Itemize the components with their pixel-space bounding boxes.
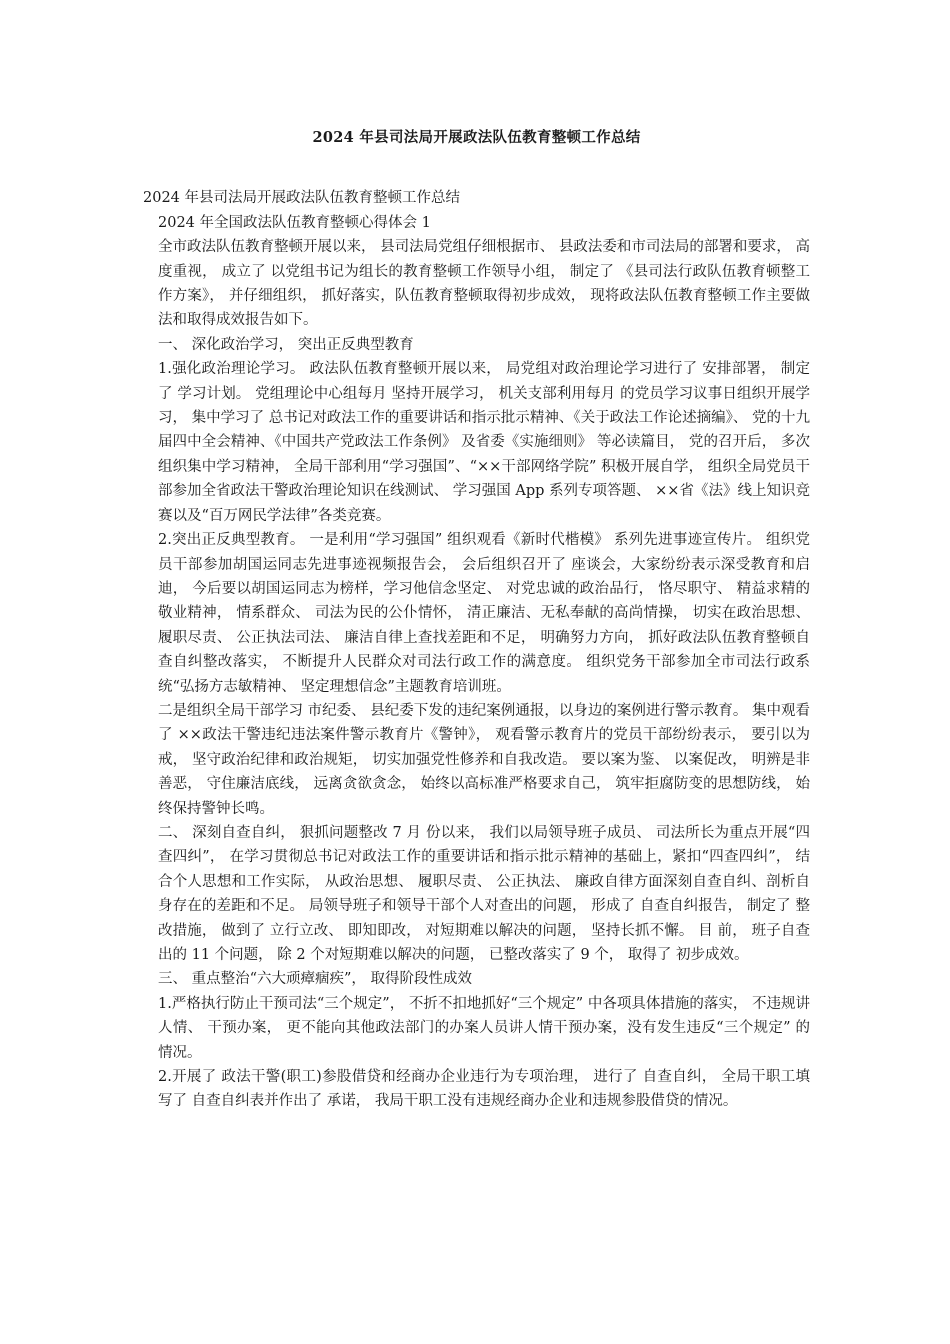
paragraph-3-1: 1.严格执行防止干预司法“三个规定”， 不折不扣地抓好“三个规定” 中各项具体措施的落实， 不违规讲人情、 干预办案， 更不能向其他政法部门的办案人员讲人情干预办案，没有发生违反“三个规定” 的情况。	[158, 995, 810, 1061]
paragraph-intro: 全市政法队伍教育整顿开展以来， 县司法局党组仔细根据市、 县政法委和市司法局的部署和要求， 高度重视， 成立了 以党组书记为组长的教育整顿工作领导小组， 制定了 《县司法行政队伍教育顿整工作方案》， 并仔细组织， 抓好落实，队伍教育整顿取得初步成效， 现将政法队伍教育整顿工作主要做法和取得成效报告如下。	[158, 239, 810, 329]
document-title: 2024 年县司法局开展政法队伍教育整顿工作总结	[312, 129, 641, 146]
paragraph-1-1: 1.强化政治理论学习。 政法队伍教育整顿开展以来， 局党组对政治理论学习进行了 安排部署， 制定了 学习计划。 党组理论中心组每月 坚持开展学习， 机关支部利用每月 的党员学习议事日组织开展学习， 集中学习了 总书记对政法工作的重要讲话和指示批示精神、《关于政法工作论述摘编》、 党的十九届四中全会精神、《中国共产党政法工作条例》 及省委《实施细则》 等必读篇目， 党的召开后， 多次组织集中学习精神， 全局干部利用“学习强国”、“××干部网络学院” 积极开展自学， 组织全局党员干部参加全省政法干警政治理论知识在线测试、 学习强国 App 系列专项答题、 ××省《法》线上知识竞赛以及“百万网民学法律”各类竞赛。	[158, 361, 810, 524]
paragraph-1-2: 2.突出正反典型教育。 一是利用“学习强国” 组织观看《新时代楷模》 系列先进事迹宣传片。 组织党员干部参加胡国运同志先进事迹视频报告会， 会后组织召开了 座谈会，大家纷纷表示深受教育和启迪， 今后要以胡国运同志为榜样，学习他信念坚定、 对党忠诚的政治品行， 恪尽职守、 精益求精的敬业精神， 情系群众、 司法为民的公仆情怀， 清正廉洁、无私奉献的高尚情操， 切实在政治思想、 履职尽责、 公正执法司法、 廉洁自律上查找差距和不足， 明确努力方向， 抓好政法队伍教育整顿自查自纠整改落实， 不断提升人民群众对司法行政工作的满意度。 组织党务干部参加全市司法行政系统“弘扬方志敏精神、 坚定理想信念”主题教育培训班。	[158, 532, 810, 695]
document-subtitle: 2024 年县司法局开展政法队伍教育整顿工作总结	[143, 190, 461, 207]
section-heading-1: 一、 深化政治学习， 突出正反典型教育	[158, 336, 414, 353]
document-subheading: 2024 年全国政法队伍教育整顿心得体会 1	[158, 214, 431, 231]
paragraph-1-2-b: 二是组织全局干部学习 市纪委、 县纪委下发的违纪案例通报，以身边的案例进行警示教育。 集中观看了 ××政法干警违纪违法案件警示教育片《警钟》， 观看警示教育片的党员干部纷纷表示， 要引以为戒， 坚守政治纪律和政治规矩， 切实加强党性修养和自我改造。 要以案为鉴、 以案促改， 明辨是非善恶， 守住廉洁底线， 远离贪欲贪念， 始终以高标准严格要求自己， 筑牢拒腐防变的思想防线， 始终保持警钟长鸣。	[158, 702, 810, 817]
section-2-paragraph: 二、 深刻自查自纠， 狠抓问题整改 7 月 份以来， 我们以局领导班子成员、 司法所长为重点开展“四查四纠”， 在学习贯彻总书记对政法工作的重要讲话和指示批示精神的基础上，紧扣“四查四纠”， 结合个人思想和工作实际， 从政治思想、 履职尽责、 公正执法、 廉政自律方面深刻自查自纠、剖析自身存在的差距和不足。 局领导班子和领导干部个人对查出的问题， 形成了 自查自纠报告， 制定了 整改措施， 做到了 立行立改、 即知即改， 对短期难以解决的问题， 坚持长抓不懈。 目 前， 班子自查出的 11 个问题， 除 2 个对短期难以解决的问题， 已整改落实了 9 个， 取得了 初步成效。	[158, 824, 810, 963]
paragraph-3-2: 2.开展了 政法干警(职工)参股借贷和经商办企业违行为专项治理， 进行了 自查自纠， 全局干职工填写了 自查自纠表并作出了 承诺， 我局干职工没有违规经商办企业和违规参股借贷的情况。	[158, 1069, 810, 1110]
section-heading-3: 三、 重点整治“六大顽瘴痼疾”， 取得阶段性成效	[158, 971, 473, 988]
